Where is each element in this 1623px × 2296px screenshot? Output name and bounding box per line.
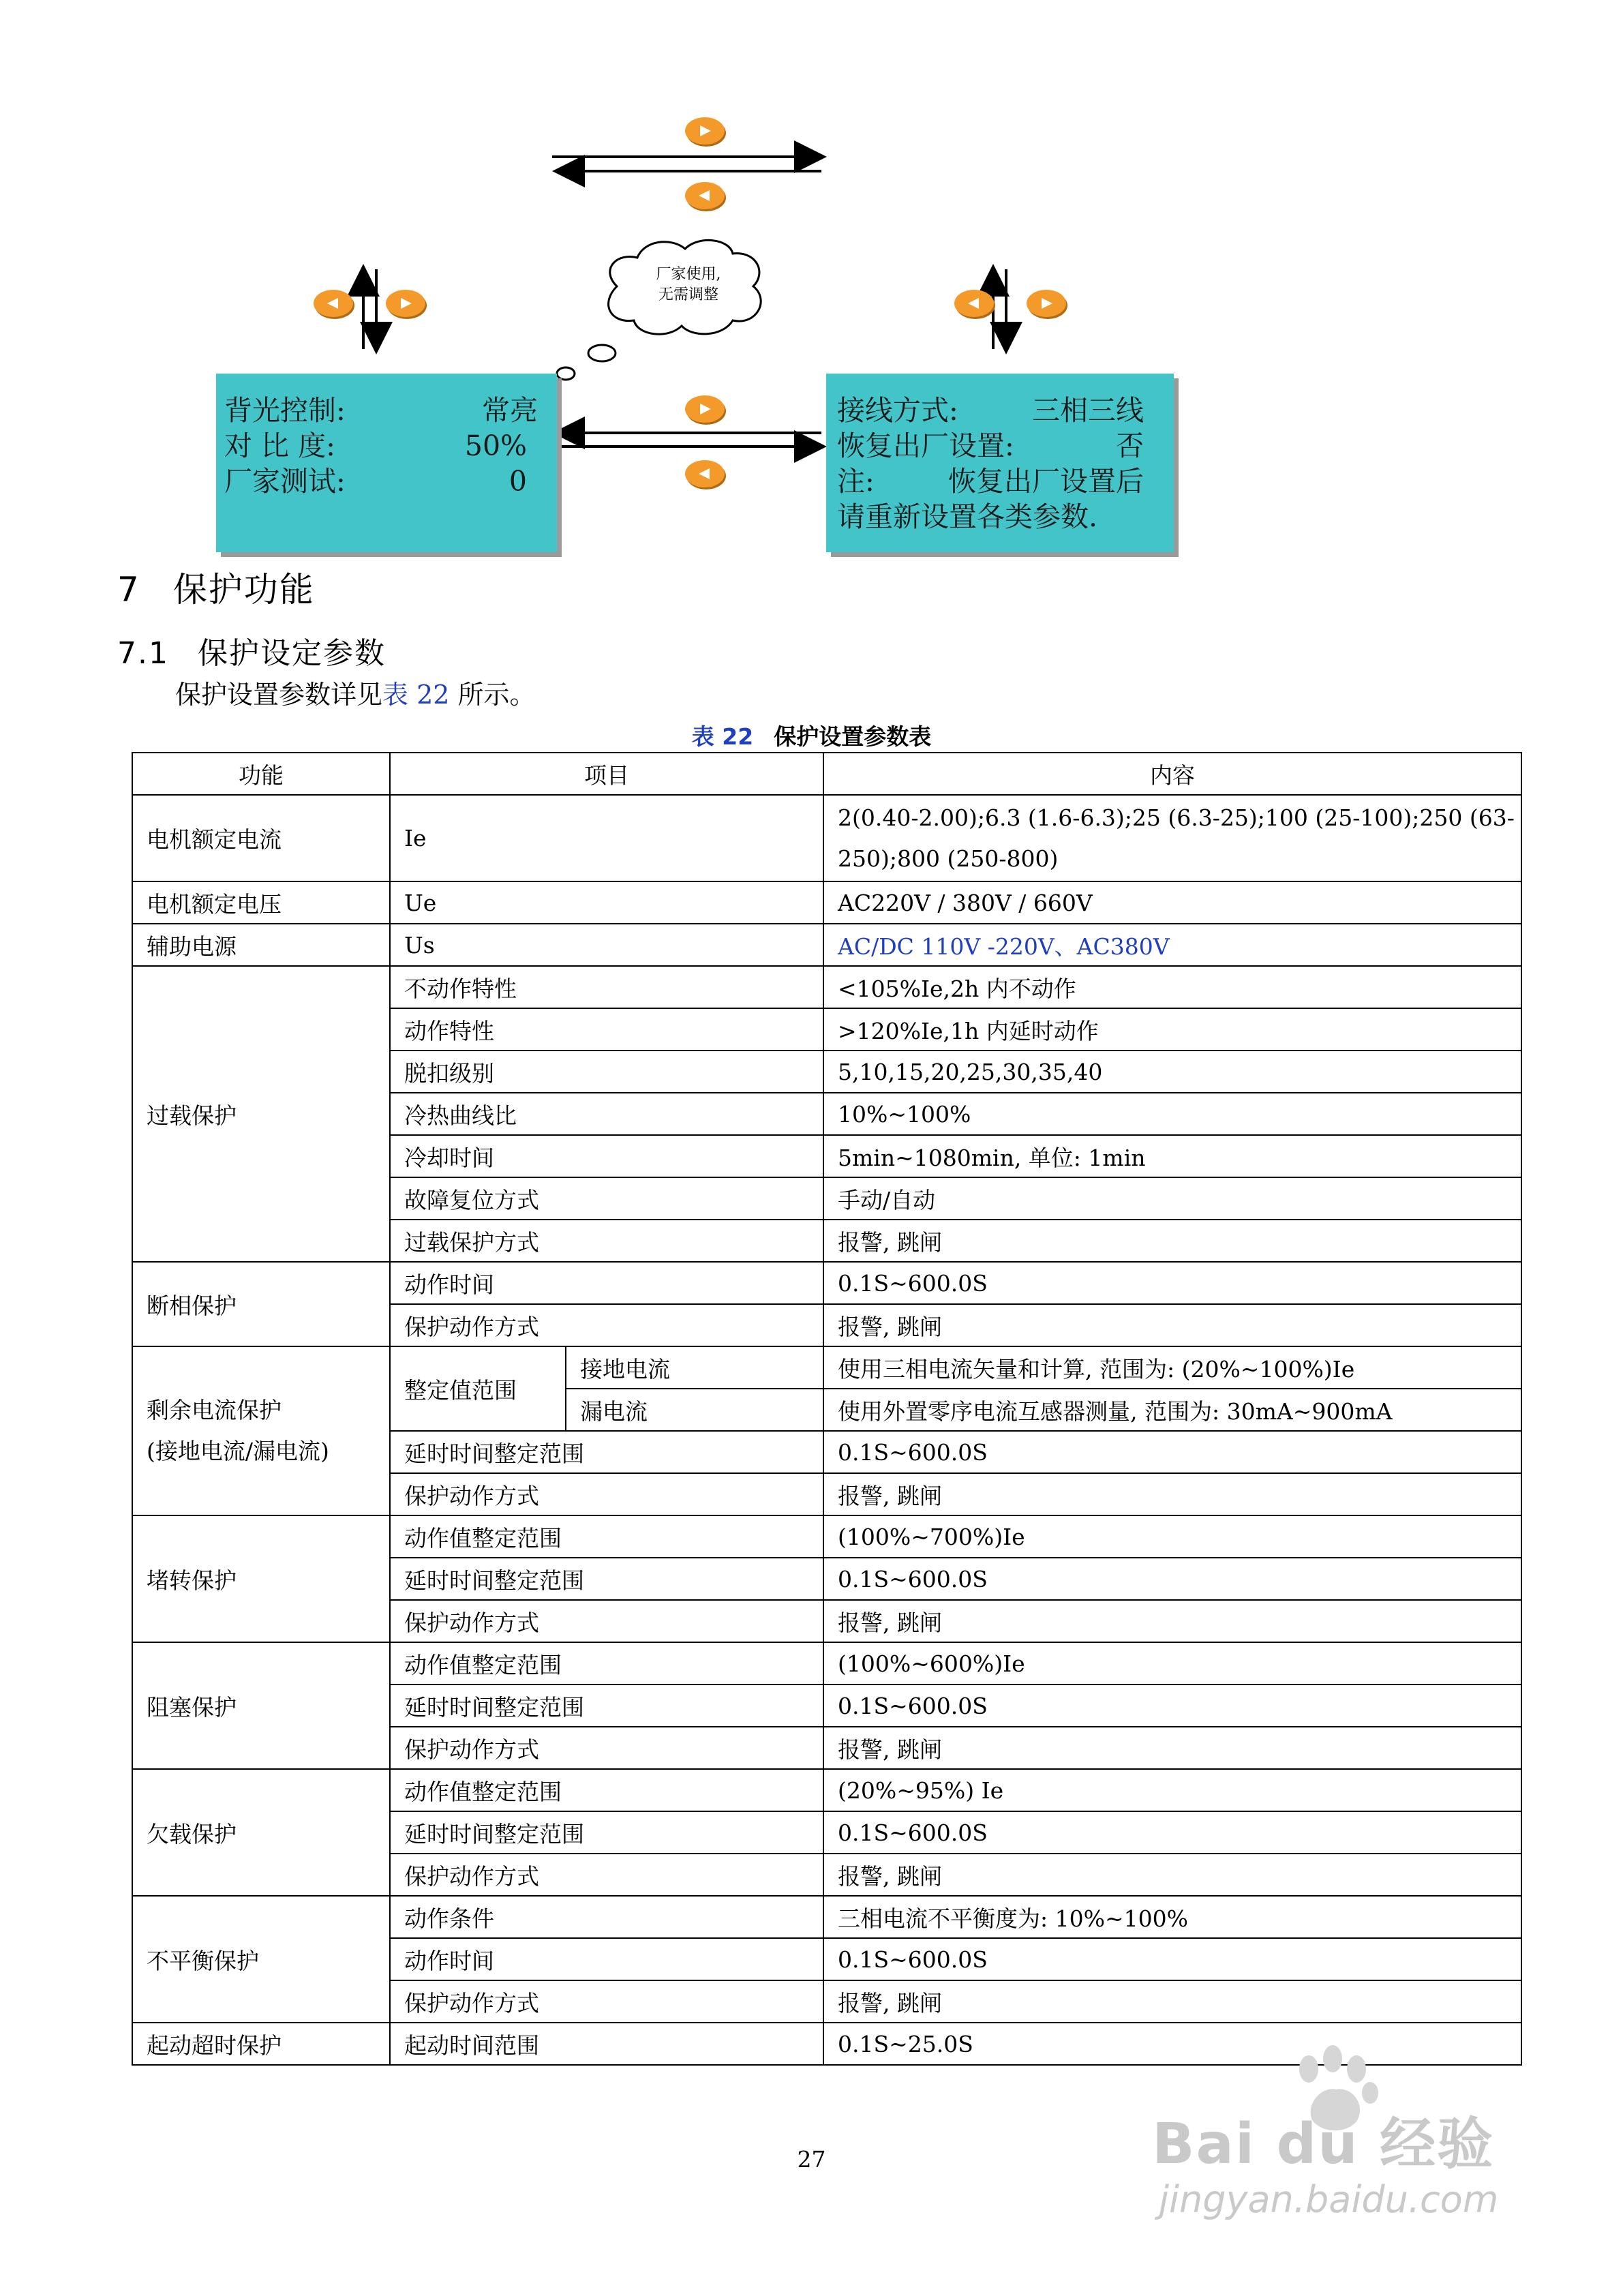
content-cell: 0.1S~600.0S [823,1262,1521,1304]
backlight-settings-panel [216,374,557,552]
item-cell: Ue [390,881,823,924]
function-line: (接地电流/漏电流) [147,1438,329,1464]
cloud-bubble-large [588,345,616,361]
table-row [132,1642,1521,1685]
item-cell: 动作条件 [390,1896,823,1938]
left-panel-back-button[interactable] [314,290,353,317]
item-cell: 保护动作方式 [390,1854,823,1896]
panel-value: 0 [509,465,527,498]
table-row [132,966,1521,1008]
item-cell: 保护动作方式 [390,1600,823,1642]
baidu-watermark-url: jingyan.baidu.com [1159,2178,1499,2221]
panel-value: 否 [1116,429,1144,462]
content-cell: 0.1S~600.0S [823,1938,1521,1980]
subsection-number: 7.1 [117,636,169,671]
item-cell: 动作时间 [390,1262,823,1304]
content-cell: 5min~1080min, 单位: 1min [823,1135,1521,1177]
content-cell: <105%Ie,2h 内不动作 [823,966,1521,1008]
function-cell: 欠载保护 [132,1769,390,1896]
right-panel-next-button[interactable] [1027,290,1066,317]
cloud-note-text: 厂家使用, 无需调整 [656,266,721,303]
page-number: 27 [797,2146,826,2173]
panel-value: 三相三线 [1032,394,1144,427]
panel-label: 背光控制: [224,394,346,427]
content-cell: 0.1S~25.0S [823,2023,1521,2065]
intro-text-end: 所示。 [449,680,536,710]
function-cell: 不平衡保护 [132,1896,390,2023]
table-row [132,795,1521,881]
wiring-settings-panel [826,374,1174,552]
item-cell: 冷热曲线比 [390,1093,823,1135]
item-cell: 延时时间整定范围 [390,1685,823,1727]
content-cell: (100%~600%)Ie [823,1642,1521,1685]
panel-label: 厂家测试: [224,465,346,498]
function-cell: 阻塞保护 [132,1642,390,1769]
content-cell: 报警, 跳闸 [823,1727,1521,1769]
intro-text: 保护设置参数详见 [175,680,383,710]
item-cell: 动作时间 [390,1938,823,1980]
header-cell: 内容 [823,753,1521,795]
content-cell: 报警, 跳闸 [823,1304,1521,1346]
section-number: 7 [117,570,140,609]
table-header-row [132,753,1521,795]
content-cell: 手动/自动 [823,1177,1521,1220]
function-cell: 电机额定电压 [132,881,390,924]
content-cell: 10%~100% [823,1093,1521,1135]
item-cell: Us [390,924,823,966]
top-right-button[interactable] [685,117,725,145]
item-cell: 延时时间整定范围 [390,1431,823,1473]
sub-item-cell: 漏电流 [566,1389,823,1431]
item-cell: 动作特性 [390,1008,823,1051]
table-row [132,1896,1521,1938]
content-cell: AC220V / 380V / 660V [823,881,1521,924]
function-cell: 电机额定电流 [132,795,390,881]
content-cell: 使用外置零序电流互感器测量, 范围为: 30mA~900mA [823,1389,1521,1431]
content-cell: 0.1S~600.0S [823,1558,1521,1600]
function-line: 剩余电流保护 [147,1397,282,1423]
content-cell: AC/DC 110V -220V、AC380V [823,924,1521,966]
content-cell: 三相电流不平衡度为: 10%~100% [823,1896,1521,1938]
content-cell: (100%~700%)Ie [823,1515,1521,1558]
table-row [132,1262,1521,1304]
content-cell: (20%~95%) Ie [823,1769,1521,1811]
function-cell [132,1346,390,1515]
item-cell: 整定值范围 [390,1346,566,1431]
item-cell: 保护动作方式 [390,1980,823,2023]
table-row [132,924,1521,966]
panel-label: 恢复出厂设置: [837,429,1014,462]
middle-left-button[interactable] [685,460,725,487]
header-cell: 项目 [390,753,823,795]
item-cell: 动作值整定范围 [390,1642,823,1685]
panel-label: 注: [837,465,875,498]
item-cell: 起动时间范围 [390,2023,823,2065]
item-cell: 保护动作方式 [390,1727,823,1769]
section-title: 保护功能 [172,570,315,609]
item-cell: 保护动作方式 [390,1473,823,1515]
section-heading [117,562,315,611]
panel-value: 常亮 [482,394,538,427]
baidu-watermark-logo: Bai du 经验 [1152,2112,1495,2177]
content-cell: 报警, 跳闸 [823,1854,1521,1896]
subsection-title: 保护设定参数 [197,636,386,671]
content-cell: 报警, 跳闸 [823,1220,1521,1262]
cloud-bubble-medium [557,367,575,380]
function-cell: 辅助电源 [132,924,390,966]
content-cell: 2(0.40-2.00);6.3 (1.6-6.3);25 (6.3-25);100 (25-100);250 (63-250);800 (250-800) [823,795,1521,881]
item-cell: 脱扣级别 [390,1051,823,1093]
subsection-heading [117,629,386,672]
intro-paragraph [175,674,536,711]
function-cell: 起动超时保护 [132,2023,390,2065]
content-cell: 报警, 跳闸 [823,1980,1521,2023]
content-cell: 报警, 跳闸 [823,1600,1521,1642]
table-row [132,1769,1521,1811]
table-row [132,881,1521,924]
content-cell: 0.1S~600.0S [823,1685,1521,1727]
item-cell: 故障复位方式 [390,1177,823,1220]
table-row [132,1346,1521,1389]
table-caption [0,719,1623,751]
function-cell: 断相保护 [132,1262,390,1346]
item-cell: 延时时间整定范围 [390,1558,823,1600]
content-cell: 使用三相电流矢量和计算, 范围为: (20%~100%)Ie [823,1346,1521,1389]
panel-value: 50% [464,429,527,462]
table-caption-title: 保护设置参数表 [774,723,932,750]
item-cell: 动作值整定范围 [390,1515,823,1558]
table-caption-label: 表 22 [691,723,754,750]
item-cell: 不动作特性 [390,966,823,1008]
content-cell: >120%Ie,1h 内延时动作 [823,1008,1521,1051]
panel-label: 对 比 度: [224,429,335,462]
content-cell: 0.1S~600.0S [823,1431,1521,1473]
table-reference-link[interactable]: 表 22 [382,680,450,710]
item-cell: 冷却时间 [390,1135,823,1177]
content-cell: 报警, 跳闸 [823,1473,1521,1515]
top-left-button[interactable] [685,182,725,209]
table-row [132,1515,1521,1558]
item-cell: 保护动作方式 [390,1304,823,1346]
protection-parameters-table [132,752,1522,2066]
panel-label: 接线方式: [837,394,958,427]
content-cell: 0.1S~600.0S [823,1811,1521,1854]
panel-value: 恢复出厂设置后 [948,465,1144,498]
content-cell: 5,10,15,20,25,30,35,40 [823,1051,1521,1093]
sub-item-cell: 接地电流 [566,1346,823,1389]
left-panel-next-button[interactable] [386,290,425,317]
panel-note: 请重新设置各类参数. [837,500,1098,533]
header-cell: 功能 [132,753,390,795]
item-cell: 延时时间整定范围 [390,1811,823,1854]
item-cell: 过载保护方式 [390,1220,823,1262]
item-cell: Ie [390,795,823,881]
item-cell: 动作值整定范围 [390,1769,823,1811]
function-cell: 过载保护 [132,966,390,1262]
function-cell: 堵转保护 [132,1515,390,1642]
middle-right-button[interactable] [685,395,725,423]
right-panel-back-button[interactable] [954,290,994,317]
